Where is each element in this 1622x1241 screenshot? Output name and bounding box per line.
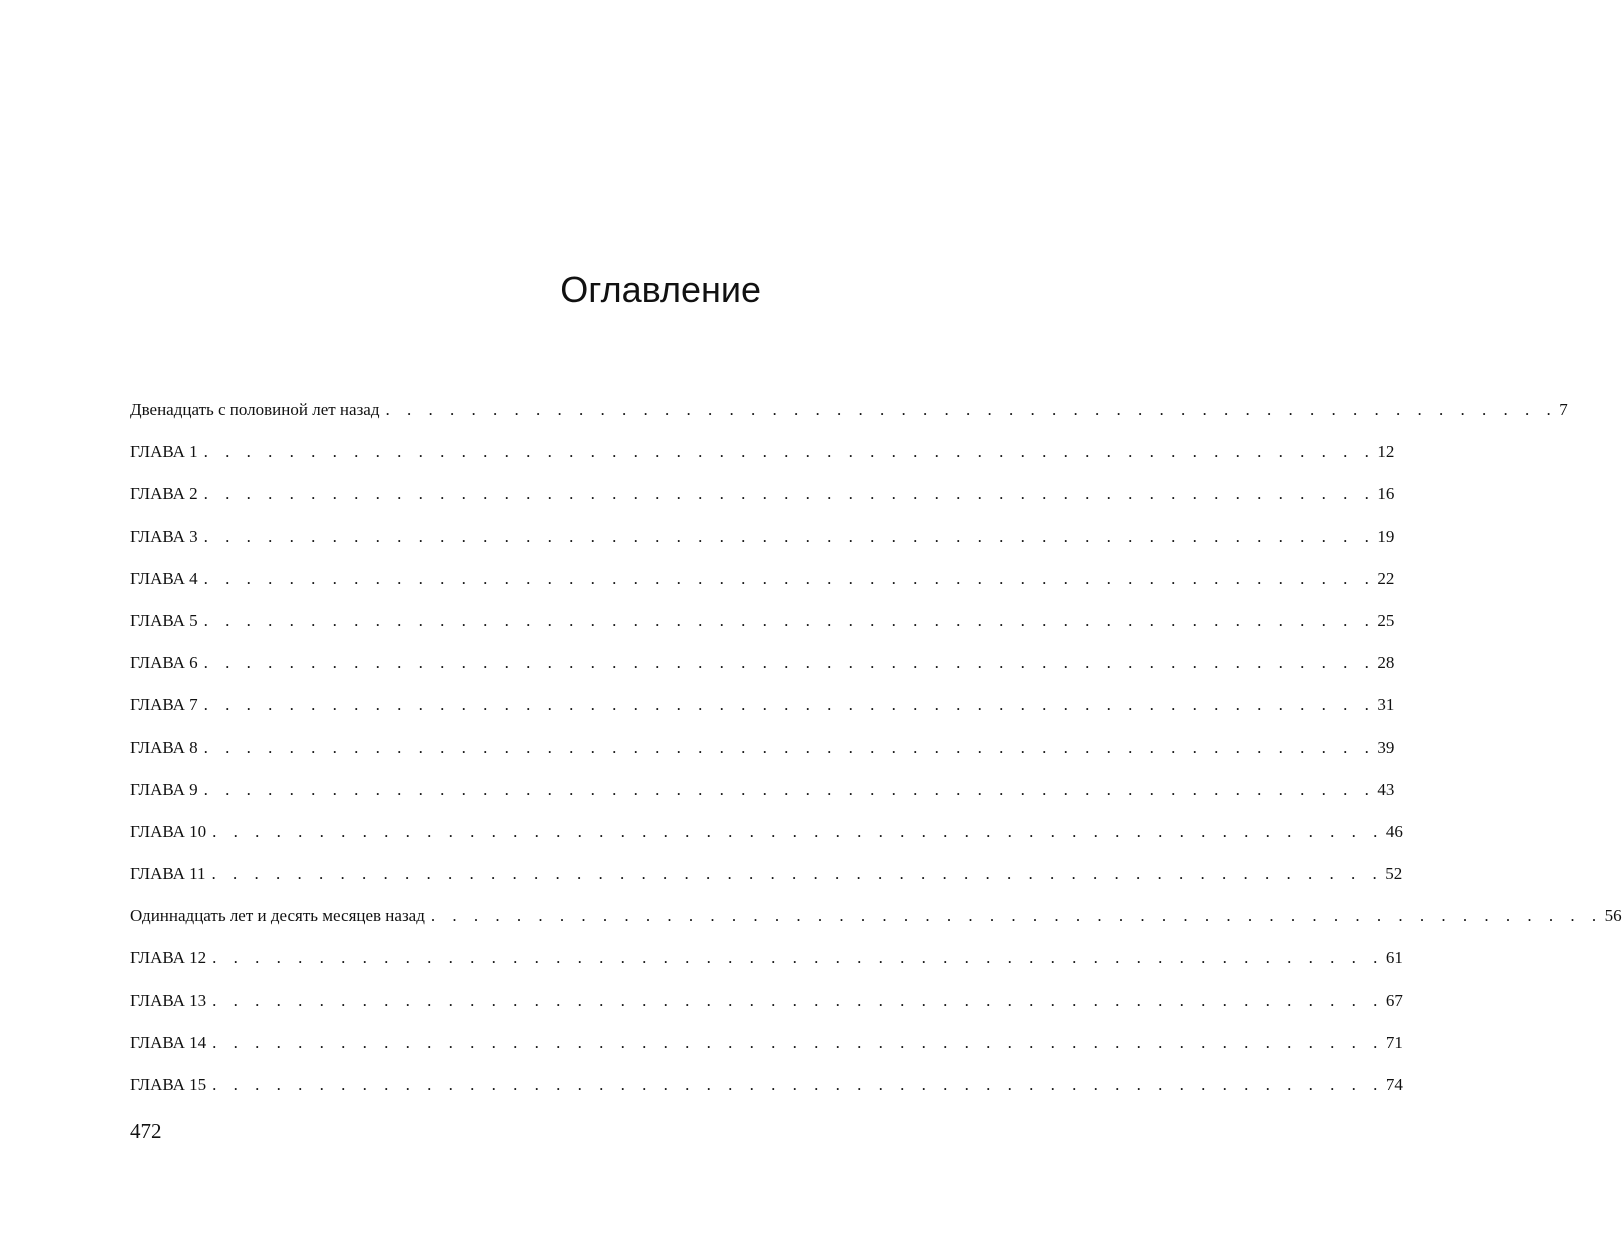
toc-entry-page-number: 19 [1377, 526, 1395, 546]
toc-entry-label: ГЛАВА 2 [130, 484, 198, 504]
toc-entry-page-number: 71 [1385, 1032, 1403, 1052]
toc-entry-label: ГЛАВА 8 [130, 737, 198, 757]
dot-leader: . . . . . . . . . . . . . . . . . . . . . . . . . . . . . . . . . . . . . . . . . . . . . . . . . . . . . . . [203, 653, 1376, 673]
dot-leader: . . . . . . . . . . . . . . . . . . . . . . . . . . . . . . . . . . . . . . . . . . . . . . . . . . . . . . . [212, 821, 1384, 841]
dot-leader: . . . . . . . . . . . . . . . . . . . . . . . . . . . . . . . . . . . . . . . . . . . . . . . . . . . . . . . [203, 484, 1376, 504]
toc-entry-page-number: 39 [1377, 737, 1395, 757]
toc-entry-label: ГЛАВА 12 [130, 948, 207, 968]
toc-entry-label: ГЛАВА 1 [130, 442, 198, 462]
toc-entry-page-number: 31 [1377, 695, 1395, 715]
toc-entry-chapter-10[interactable] [130, 818, 1403, 860]
toc-entry-label: ГЛАВА 9 [130, 779, 198, 799]
dot-leader: . . . . . . . . . . . . . . . . . . . . . . . . . . . . . . . . . . . . . . . . . . . . . . . . . . . . . . . [430, 906, 1603, 926]
toc-entry-page-number: 16 [1377, 484, 1395, 504]
dot-leader: . . . . . . . . . . . . . . . . . . . . . . . . . . . . . . . . . . . . . . . . . . . . . . . . . . . . . . . [203, 526, 1376, 546]
toc-entry-chapter-11[interactable] [130, 860, 1403, 902]
page-title: Оглавление [560, 269, 761, 310]
table-of-contents [130, 396, 1622, 1113]
toc-entry-label: ГЛАВА 15 [130, 1075, 207, 1094]
toc-entry-chapter-7[interactable] [130, 691, 1395, 733]
toc-entry-page-number: 56 [1604, 906, 1622, 926]
toc-entry-label: ГЛАВА 5 [130, 610, 198, 630]
toc-entry-label: ГЛАВА 11 [130, 864, 206, 884]
toc-entry-page-number: 61 [1385, 948, 1403, 968]
toc-entry-page-number: 74 [1385, 1075, 1403, 1094]
dot-leader: . . . . . . . . . . . . . . . . . . . . . . . . . . . . . . . . . . . . . . . . . . . . . . . . . . . . . . . [212, 990, 1384, 1010]
toc-entry-interlude[interactable] [130, 902, 1622, 944]
toc-entry-prologue[interactable] [130, 396, 1568, 438]
toc-entry-chapter-5[interactable] [130, 607, 1395, 649]
dot-leader: . . . . . . . . . . . . . . . . . . . . . . . . . . . . . . . . . . . . . . . . . . . . . . . . . . . . . . . [203, 737, 1376, 757]
toc-entry-label: Двенадцать с половиной лет назад [130, 400, 380, 419]
toc-entry-page-number: 25 [1377, 610, 1395, 630]
toc-entry-page-number: 12 [1377, 442, 1395, 462]
dot-leader: . . . . . . . . . . . . . . . . . . . . . . . . . . . . . . . . . . . . . . . . . . . . . . . . . . . . . . . [212, 1075, 1384, 1094]
toc-entry-page-number: 22 [1377, 568, 1395, 588]
toc-entry-page-number: 7 [1559, 400, 1568, 419]
toc-entry-label: Одиннадцать лет и десять месяцев назад [130, 906, 425, 926]
toc-entry-label: ГЛАВА 6 [130, 653, 198, 673]
dot-leader: . . . . . . . . . . . . . . . . . . . . . . . . . . . . . . . . . . . . . . . . . . . . . . . . . . . . . . . [212, 1032, 1384, 1052]
toc-entry-chapter-4[interactable] [130, 565, 1395, 607]
toc-entry-chapter-12[interactable] [130, 944, 1403, 986]
toc-entry-page-number: 67 [1385, 990, 1403, 1010]
dot-leader: . . . . . . . . . . . . . . . . . . . . . . . . . . . . . . . . . . . . . . . . . . . . . . . . . . . . . . . [203, 695, 1376, 715]
dot-leader: . . . . . . . . . . . . . . . . . . . . . . . . . . . . . . . . . . . . . . . . . . . . . . . . . . . . . . . [203, 610, 1376, 630]
toc-entry-label: ГЛАВА 10 [130, 821, 207, 841]
toc-entry-chapter-13[interactable] [130, 987, 1403, 1029]
toc-entry-page-number: 46 [1385, 821, 1403, 841]
toc-entry-chapter-3[interactable] [130, 523, 1395, 565]
toc-entry-label: ГЛАВА 13 [130, 990, 207, 1010]
toc-entry-chapter-14[interactable] [130, 1029, 1403, 1071]
toc-entry-page-number: 52 [1385, 864, 1403, 884]
dot-leader: . . . . . . . . . . . . . . . . . . . . . . . . . . . . . . . . . . . . . . . . . . . . . . . . . . . . . . . [385, 400, 1558, 419]
toc-entry-page-number: 28 [1377, 653, 1395, 673]
dot-leader: . . . . . . . . . . . . . . . . . . . . . . . . . . . . . . . . . . . . . . . . . . . . . . . . . . . . . . . [203, 568, 1376, 588]
dot-leader: . . . . . . . . . . . . . . . . . . . . . . . . . . . . . . . . . . . . . . . . . . . . . . . . . . . . . . . [203, 779, 1376, 799]
page-number: 472 [130, 1119, 162, 1143]
toc-entry-page-number: 43 [1377, 779, 1395, 799]
toc-entry-chapter-2[interactable] [130, 480, 1395, 522]
toc-entry-label: ГЛАВА 4 [130, 568, 198, 588]
toc-entry-chapter-9[interactable] [130, 776, 1395, 818]
toc-entry-chapter-6[interactable] [130, 649, 1395, 691]
dot-leader: . . . . . . . . . . . . . . . . . . . . . . . . . . . . . . . . . . . . . . . . . . . . . . . . . . . . . . . [211, 864, 1384, 884]
toc-entry-label: ГЛАВА 3 [130, 526, 198, 546]
dot-leader: . . . . . . . . . . . . . . . . . . . . . . . . . . . . . . . . . . . . . . . . . . . . . . . . . . . . . . . [212, 948, 1384, 968]
toc-entry-chapter-1[interactable] [130, 438, 1395, 480]
dot-leader: . . . . . . . . . . . . . . . . . . . . . . . . . . . . . . . . . . . . . . . . . . . . . . . . . . . . . . . [203, 442, 1376, 462]
toc-entry-chapter-8[interactable] [130, 734, 1395, 776]
toc-entry-label: ГЛАВА 7 [130, 695, 198, 715]
toc-entry-label: ГЛАВА 14 [130, 1032, 207, 1052]
toc-entry-chapter-15[interactable] [130, 1071, 1403, 1113]
